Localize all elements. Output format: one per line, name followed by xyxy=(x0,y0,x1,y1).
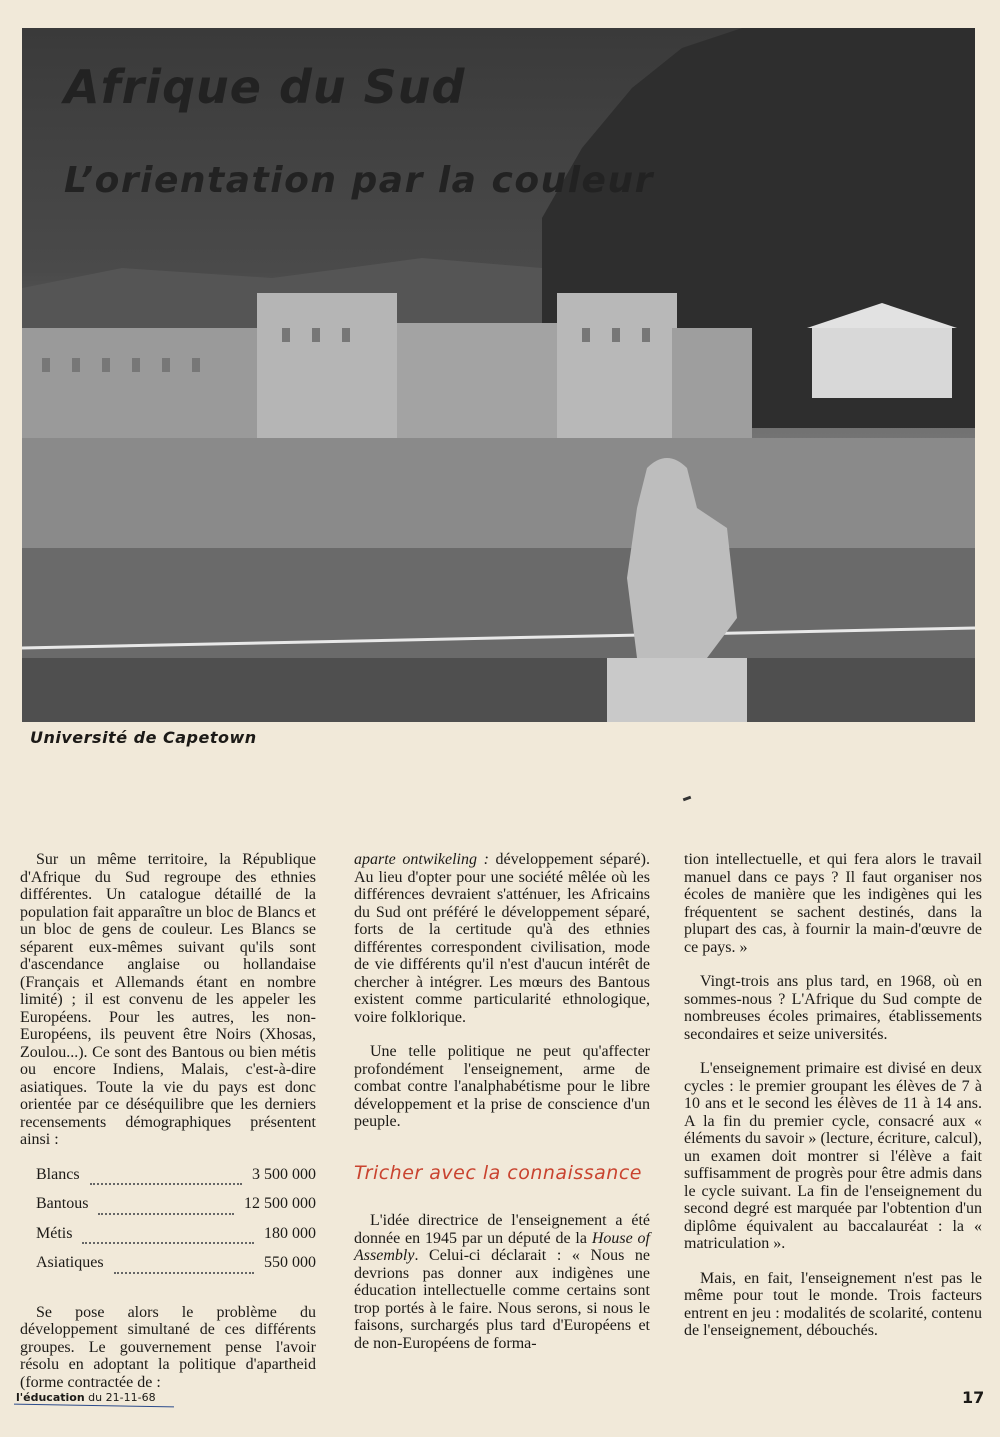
campus-photo xyxy=(22,28,975,722)
statue-pedestal xyxy=(607,658,747,722)
stat-label: Asiatiques xyxy=(36,1254,104,1271)
stat-value: 3 500 000 xyxy=(252,1165,316,1183)
page-subtitle: L’orientation par la couleur xyxy=(64,160,654,201)
building-left xyxy=(22,328,262,438)
italic-term: House of Assembly xyxy=(354,1229,651,1264)
paragraph: L'enseignement primaire est divisé en deux cycles : le premier groupant les élèves de 7 à 10 ans et le second les élèves de 11 à 14 ans. A la fin du premier cycle, consacré aux « éléments du savoir » (lecture, écriture, calcul), un examen doit montrer si l'élève a fait suffisamment de progrès pour être admis dans le cycle suivant. La fin de l'enseignement du second degré est marquée par l'obtention d'un diplôme équivalent au baccalauréat : la « matriculation ». xyxy=(684,1060,982,1252)
date-prefix: du xyxy=(88,1391,103,1404)
issue-date: 21-11-68 xyxy=(105,1391,156,1404)
photo-illustration xyxy=(22,28,975,722)
footer-publication xyxy=(16,1391,156,1404)
italic-term: aparte ontwikeling : xyxy=(354,851,489,868)
building-right xyxy=(672,328,752,438)
building-center xyxy=(397,323,557,438)
leader-dots xyxy=(90,1166,242,1186)
paragraph-text: . Celui-ci déclarait : « Nous ne devrions pas donner aux indigènes une éducation intellectuelle comme certains sont trop portés à le faire. Nous serons, si nous le faisons, surchargés plus tard d'Européens et de non-Européens de forma- xyxy=(354,1247,650,1352)
stat-label: Métis xyxy=(36,1224,73,1242)
paragraph: tion intellectuelle, et qui fera alors le travail manuel dans ce pays ? Il faut organiser nos écoles de manière que les indigènes qui les fréquentent se sachent destinés, dans la plupart des cas, à fournir la main-d'œuvre de ce pays. » xyxy=(684,851,982,956)
leader-dots xyxy=(82,1225,254,1245)
stat-row xyxy=(20,1254,316,1284)
column-3 xyxy=(684,851,982,1357)
paragraph: Se pose alors le problème du développement simultané de ces différents groupes. Le gouvernement pense l'avoir résolu en adoptant la politique d'apartheid (forme contractée de : xyxy=(20,1303,316,1391)
stat-value: 180 000 xyxy=(264,1224,316,1242)
building-tower-center xyxy=(557,293,677,438)
photo-caption: Université de Capetown xyxy=(30,728,257,747)
ink-mark xyxy=(683,796,692,802)
stat-row xyxy=(20,1225,316,1255)
paragraph: Sur un même territoire, la République d'Afrique du Sud regroupe des ethnies différentes. Un catalogue détaillé de la population fait apparaître un bloc de Blancs et un bloc de gens de couleur. Les Blancs se séparent eux-mêmes suivant qu'ils sont d'ascendance anglaise ou hollandaise (Français et Allemands étant en nombre limité) ; il est convenu de les appeler les Européens. Pour les autres, les non-Européens, ils peuvent être Noirs (Xhosas, Zoulou...). Ce sont des Bantous ou bien métis ou encore Indiens, Malais, c'est-à-dire asiatiques. Toute la vie du pays est donc orientée par ce déséquilibre que les derniers recensements démographiques présentent ainsi : xyxy=(20,851,316,1148)
section-heading: Tricher avec la connaissance xyxy=(354,1161,642,1184)
paragraph-text: L'idée directrice de l'enseignement a été donnée en 1945 par un député de la xyxy=(354,1212,650,1247)
population-stats xyxy=(20,1166,316,1284)
paragraph xyxy=(354,1212,650,1352)
building-tower-left xyxy=(257,293,397,438)
publication-name: l'éducation xyxy=(16,1391,85,1404)
column-2 xyxy=(354,851,650,1369)
leader-dots xyxy=(98,1195,234,1215)
page-number: 17 xyxy=(962,1388,985,1407)
column-1 xyxy=(20,851,316,1408)
terrace-wall xyxy=(22,438,975,548)
stat-label: Blancs xyxy=(36,1165,80,1183)
foreground xyxy=(22,658,975,722)
paragraph: Une telle politique ne peut qu'affecter profondément l'enseignement, arme de combat contre l'analphabétisme pour le libre développement et la prise de conscience d'un peuple. xyxy=(354,1043,650,1130)
stat-row xyxy=(20,1195,316,1225)
paragraph xyxy=(354,851,650,1026)
library-temple xyxy=(812,328,952,398)
page-title: Afrique du Sud xyxy=(64,60,466,114)
leader-dots xyxy=(114,1254,254,1274)
stat-row xyxy=(20,1166,316,1196)
stat-value: 550 000 xyxy=(264,1254,316,1271)
paragraph-text: développement séparé). Au lieu d'opter pour une société mêlée où les différences devraient s'atténuer, les Africains du Sud ont préféré le développement séparé, forts de la certitude qu'à des ethnies différentes correspondent civilisation, mode de vie différents qu'il n'est d'aucun intérêt de chercher à intégrer. Les mœurs des Bantous existent comme particularité ethnologique, voire folklorique. xyxy=(354,851,650,1026)
paragraph: Vingt-trois ans plus tard, en 1968, où en sommes-nous ? L'Afrique du Sud compte de nombreuses écoles primaires, établissements secondaires et seize universités. xyxy=(684,973,982,1043)
sports-field xyxy=(22,548,975,658)
stat-value: 12 500 000 xyxy=(244,1195,316,1212)
stat-label: Bantous xyxy=(36,1195,89,1212)
paragraph: Mais, en fait, l'enseignement n'est pas le même pour tout le monde. Trois facteurs entrent en jeu : modalités de scolarité, contenu de l'enseignement, débouchés. xyxy=(684,1269,982,1339)
